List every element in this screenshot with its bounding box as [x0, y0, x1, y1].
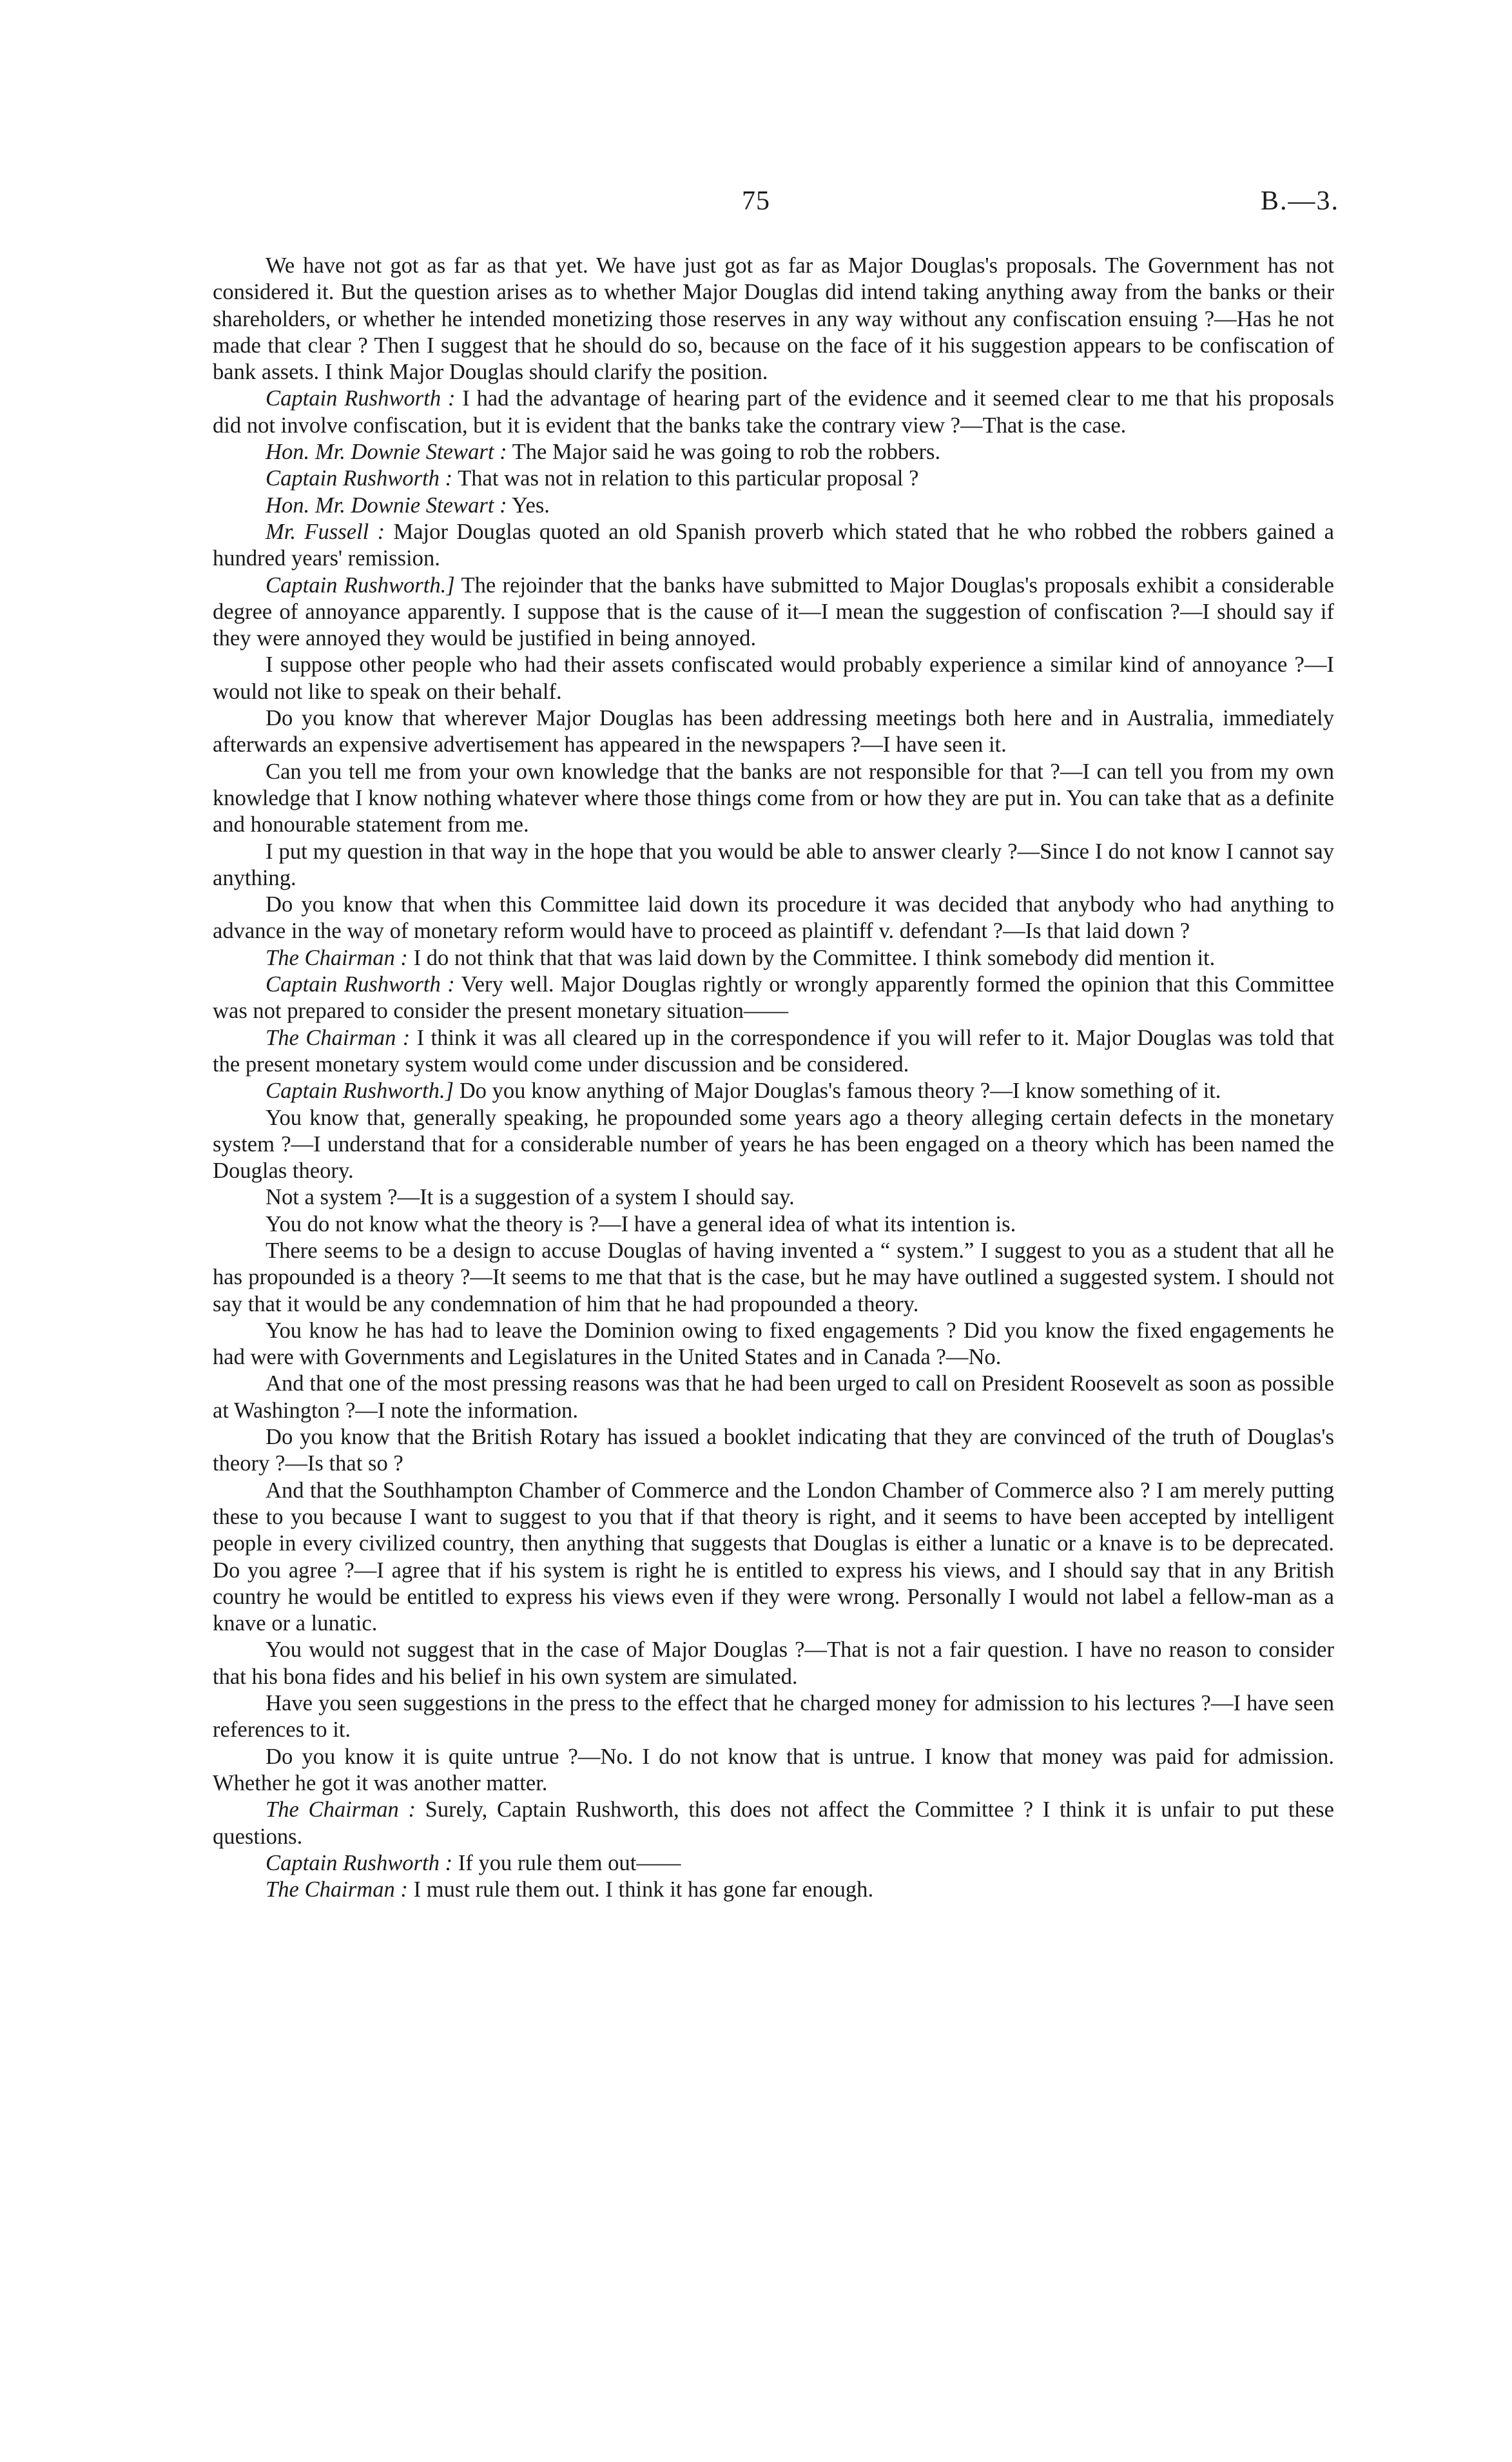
paragraph-text: We have not got as far as that yet. We have just got as far as Major Douglas's proposals. The Government has not considered it. But the question arises as to whether Major Douglas did intend taking anything away from the banks or their shareholders, or whether he intended monetizing those reserves in any way without any confiscation ensuing ?—Has he not made that clear ? Then I suggest that he should do so, because on the face of it his suggestion appears to be confiscation of bank assets. I think Major Douglas should clarify the position.: [213, 253, 1334, 385]
paragraph-text: Do you know that the British Rotary has issued a booklet indicating that they are convinced of the truth of Douglas's theory ?—Is that so ?: [213, 1425, 1334, 1476]
paragraph-text: That was not in relation to this particular proposal ?: [458, 466, 919, 491]
paragraph: [213, 253, 1334, 386]
paragraph-text: You do not know what the theory is ?—I have a general idea of what its intention is.: [266, 1211, 1016, 1236]
paragraph-text: Do you know that when this Committee laid down its procedure it was decided that anybody who had anything to advance in the way of monetary reform would have to proceed as plaintiff v. defendant ?—Is that laid down ?: [213, 892, 1334, 944]
paragraph: [213, 386, 1334, 439]
paragraph: [213, 1025, 1334, 1079]
speaker-name: Captain Rushworth :: [266, 1850, 453, 1875]
paragraph: [213, 493, 1334, 519]
page-number: 75: [742, 186, 770, 216]
paragraph: [213, 1478, 1334, 1637]
speaker-name: Mr. Fussell :: [266, 519, 385, 544]
paragraph-text: There seems to be a design to accuse Douglas of having invented a “ system.” I suggest to you as a student that all he has propounded is a theory ?—It seems to me that that is the case, but he may have outlined a suggested system. I should not say that it would be any condemnation of him that he had propounded a theory.: [213, 1238, 1334, 1316]
paragraph: [213, 1318, 1334, 1371]
paragraph: [213, 1371, 1334, 1424]
paragraph: [213, 1238, 1334, 1318]
paragraph-text: I think it was all cleared up in the correspondence if you will refer to it. Major Douglas was told that the present monetary system would come under discussion and be considered.: [213, 1025, 1334, 1077]
paragraph-text: I must rule them out. I think it has gone far enough.: [413, 1877, 874, 1902]
paragraph-text: Can you tell me from your own knowledge that the banks are not responsible for that ?—I can tell you from my own knowledge that I know nothing whatever where those things come from or how they are put in. You can take that as a definite and honourable statement from me.: [213, 759, 1334, 837]
paragraph-text: If you rule them out——: [458, 1850, 681, 1875]
speaker-name: The Chairman :: [266, 1877, 408, 1902]
speaker-name: The Chairman :: [266, 1025, 411, 1050]
paragraph: [213, 1690, 1334, 1744]
paragraph-text: Do you know anything of Major Douglas's famous theory ?—I know something of it.: [459, 1079, 1221, 1104]
paragraph-text: And that one of the most pressing reasons was that he had been urged to call on President Roosevelt as soon as possible at Washington ?—I note the information.: [213, 1371, 1334, 1423]
paragraph-text: You know that, generally speaking, he propounded some years ago a theory alleging certain defects in the monetary system ?—I understand that for a considerable number of years he has been engaged on a theory which has been named the Douglas theory.: [213, 1105, 1334, 1184]
paragraph-text: I do not think that that was laid down by the Committee. I think somebody did mention it.: [413, 945, 1216, 970]
paragraph: [213, 1637, 1334, 1690]
paragraph: [213, 1105, 1334, 1185]
speaker-name: Hon. Mr. Downie Stewart :: [266, 440, 507, 465]
paragraph-text: Do you know that wherever Major Douglas has been addressing meetings both here and in Australia, immediately afterwards an expensive advertisement has appeared in the newspapers ?—I have seen it.: [213, 706, 1334, 757]
paragraph-text: Do you know it is quite untrue ?—No. I do not know that is untrue. I know that money was paid for admission. Whether he got it was another matter.: [213, 1744, 1334, 1795]
paragraph: [213, 465, 1334, 492]
paragraph-text: I suppose other people who had their assets confiscated would probably experience a similar kind of annoyance ?—I would not like to speak on their behalf.: [213, 652, 1334, 704]
paragraph: [213, 892, 1334, 945]
paragraph-text: You would not suggest that in the case of Major Douglas ?—That is not a fair question. I have no reason to consider that his bona fides and his belief in his own system are simulated.: [213, 1637, 1334, 1689]
speaker-name: Captain Rushworth.]: [266, 572, 455, 598]
speaker-name: Captain Rushworth :: [266, 972, 455, 997]
speaker-name: Hon. Mr. Downie Stewart :: [266, 493, 507, 518]
paragraph: [213, 439, 1334, 465]
paragraph: [213, 572, 1334, 652]
paragraph-text: Not a system ?—It is a suggestion of a system I should say.: [266, 1185, 795, 1210]
paragraph-text: And that the Southhampton Chamber of Commerce and the London Chamber of Commerce also ? I am merely putting these to you because I want to suggest to you that if that theory is right, and it seems to have been accepted by intelligent people in every civilized country, then anything that suggests that Douglas is either a lunatic or a knave is to be deprecated. Do you agree ?—I agree that if his system is right he is entitled to express his views, and I should say that in any British country he would be entitled to express his views even if they were wrong. Personally I would not label a fellow-man as a knave or a lunatic.: [213, 1478, 1334, 1636]
paragraph-text: You know he has had to leave the Dominion owing to fixed engagements ? Did you know the fixed engagements he had were with Governments and Legislatures in the United States and in Canada ?—No.: [213, 1318, 1334, 1370]
paragraph-text: I put my question in that way in the hope that you would be able to answer clearly ?—Since I do not know I cannot say anything.: [213, 839, 1334, 890]
paragraph-text: Have you seen suggestions in the press to the effect that he charged money for admission to his lectures ?—I have seen references to it.: [213, 1691, 1334, 1743]
paragraph: [213, 1211, 1334, 1238]
paragraph: [213, 945, 1334, 972]
transcript-body: [213, 253, 1334, 1903]
paragraph: [213, 705, 1334, 759]
speaker-name: Captain Rushworth :: [266, 466, 453, 491]
paragraph: [213, 1850, 1334, 1877]
paragraph-text: The Major said he was going to rob the robbers.: [512, 440, 941, 465]
paragraph-text: Very well. Major Douglas rightly or wrongly apparently formed the opinion that this Committee was not prepared to consider the present monetary situation——: [213, 972, 1334, 1024]
speaker-name: The Chairman :: [266, 1797, 416, 1822]
paragraph-text: Surely, Captain Rushworth, this does not affect the Committee ? I think it is unfair to put these questions.: [213, 1797, 1334, 1849]
paragraph: [213, 972, 1334, 1025]
paragraph: [213, 1078, 1334, 1104]
paragraph-text: Yes.: [511, 493, 550, 518]
paragraph: [213, 1797, 1334, 1850]
paragraph: [213, 1424, 1334, 1478]
paragraph-text: I had the advantage of hearing part of the evidence and it seemed clear to me that his proposals did not involve confiscation, but it is evident that the banks take the contrary view ?—That is the case.: [213, 386, 1334, 438]
paragraph: [213, 1744, 1334, 1797]
speaker-name: Captain Rushworth.]: [266, 1079, 454, 1104]
paragraph: [213, 1184, 1334, 1211]
speaker-name: The Chairman :: [266, 945, 408, 970]
paragraph: [213, 1877, 1334, 1903]
speaker-name: Captain Rushworth :: [266, 386, 456, 411]
document-reference: B.—3.: [1260, 186, 1339, 216]
paragraph: [213, 839, 1334, 892]
paragraph: [213, 519, 1334, 572]
paragraph: [213, 759, 1334, 839]
paragraph: [213, 652, 1334, 705]
paragraph-text: Major Douglas quoted an old Spanish proverb which stated that he who robbed the robbers gained a hundred years' remission.: [213, 519, 1334, 571]
paragraph-text: The rejoinder that the banks have submitted to Major Douglas's proposals exhibit a considerable degree of annoyance apparently. I suppose that is the cause of it—I mean the suggestion of confiscation ?—I should say if they were annoyed they would be justified in being annoyed.: [213, 572, 1334, 651]
